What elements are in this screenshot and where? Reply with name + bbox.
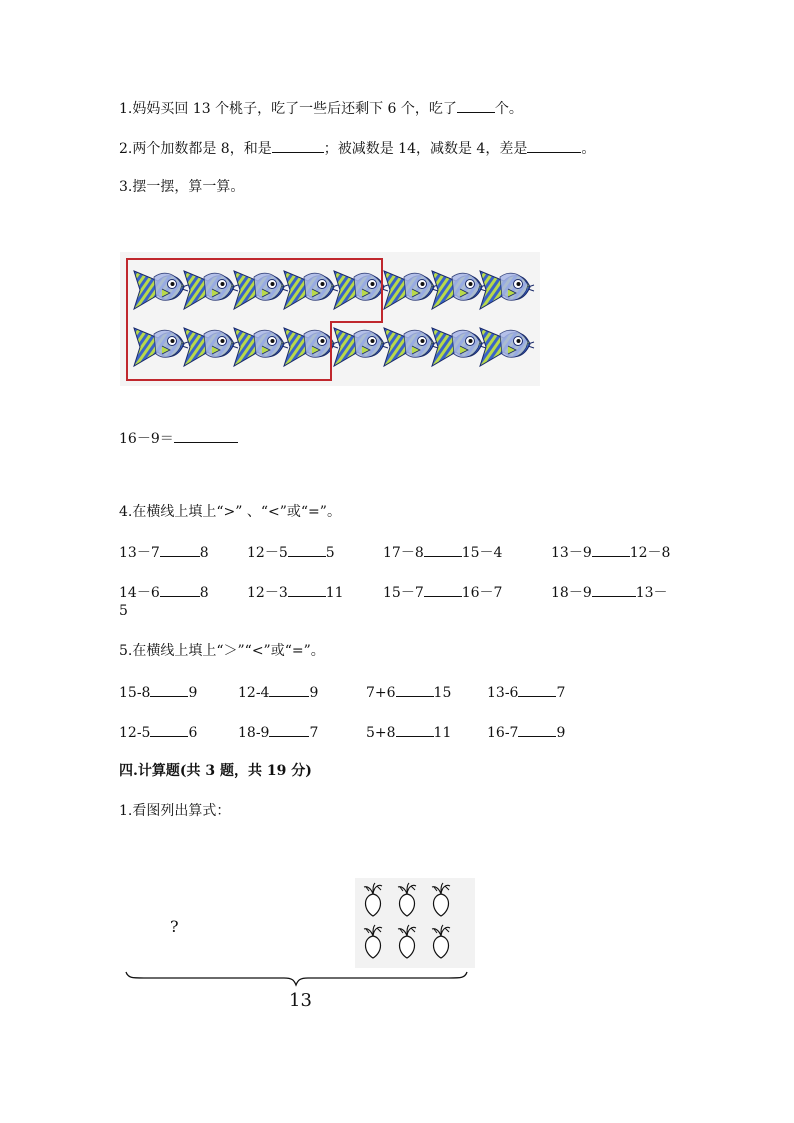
left-expression: 16-7 — [487, 725, 519, 741]
right-expression: 9 — [556, 725, 566, 741]
right-expression: 9 — [309, 685, 319, 701]
answer-blank[interactable] — [592, 542, 630, 557]
fish-picture — [120, 252, 540, 386]
question-2-suffix: 。 — [581, 141, 596, 157]
left-expression: 13-6 — [487, 685, 519, 701]
radish-picture — [355, 878, 475, 968]
right-expression: 13－ — [635, 585, 668, 601]
compare-item — [119, 682, 197, 702]
right-expression: 7 — [309, 725, 319, 741]
equation-text: 16－9＝ — [119, 431, 174, 447]
left-expression: 5+8 — [366, 725, 396, 741]
question-1-text: 1.妈妈买回 13 个桃子，吃了一些后还剩下 6 个，吃了 — [119, 101, 457, 117]
answer-blank[interactable] — [424, 542, 462, 557]
answer-blank[interactable] — [396, 722, 434, 737]
answer-blank[interactable] — [288, 542, 326, 557]
left-expression: 17－8 — [383, 545, 424, 561]
question-4-title: 4.在横线上填上“>” 、“<”或“=”。 — [119, 504, 341, 520]
compare-item — [119, 582, 209, 602]
right-expression: 9 — [188, 685, 198, 701]
question-1 — [119, 98, 523, 118]
question-2 — [119, 138, 595, 158]
right-expression: 11 — [433, 725, 452, 741]
left-expression: 18－9 — [551, 585, 592, 601]
compare-item — [551, 542, 670, 562]
right-expression: 15 — [433, 685, 452, 701]
question-2-middle: ；被减数是 14，减数是 4，差是 — [323, 141, 528, 157]
left-expression: 12-5 — [119, 725, 151, 741]
answer-blank[interactable] — [269, 682, 309, 697]
compare-item — [383, 582, 502, 602]
left-expression: 7+6 — [366, 685, 396, 701]
left-expression: 18-9 — [238, 725, 270, 741]
right-expression: 6 — [188, 725, 198, 741]
compare-item — [366, 682, 451, 702]
compare-item — [247, 542, 335, 562]
answer-blank[interactable] — [424, 582, 462, 597]
answer-blank[interactable] — [150, 722, 188, 737]
left-expression: 15－7 — [383, 585, 424, 601]
answer-blank[interactable] — [174, 428, 238, 443]
compare-item — [366, 722, 451, 742]
right-expression: 12－8 — [629, 545, 671, 561]
compare-item — [487, 682, 565, 702]
compare-item — [247, 582, 344, 602]
section-heading: 四.计算题(共 3 题，共 19 分) — [119, 763, 312, 779]
total-quantity: 13 — [289, 990, 312, 1011]
compare-item — [119, 542, 209, 562]
left-expression: 13－9 — [551, 545, 592, 561]
answer-blank[interactable] — [160, 582, 200, 597]
answer-blank[interactable] — [518, 722, 556, 737]
wrapped-expression: 5 — [119, 603, 128, 619]
answer-blank[interactable] — [518, 682, 556, 697]
answer-blank[interactable] — [288, 582, 326, 597]
compare-item — [383, 542, 502, 562]
compare-item — [551, 582, 668, 602]
answer-blank[interactable] — [527, 138, 581, 153]
answer-blank[interactable] — [396, 682, 434, 697]
brace — [124, 970, 469, 988]
answer-blank[interactable] — [150, 682, 188, 697]
question-1-suffix: 个。 — [494, 101, 523, 117]
compare-item — [119, 722, 197, 742]
unknown-quantity: ? — [170, 917, 179, 936]
right-expression: 8 — [199, 545, 209, 561]
right-expression: 15－4 — [461, 545, 503, 561]
left-expression: 14－6 — [119, 585, 160, 601]
question-2-text: 2.两个加数都是 8，和是 — [119, 141, 272, 157]
answer-blank[interactable] — [592, 582, 636, 597]
compare-item — [238, 722, 318, 742]
right-expression: 11 — [325, 585, 344, 601]
compare-item — [487, 722, 565, 742]
answer-blank[interactable] — [269, 722, 309, 737]
question-3-title: 3.摆一摆，算一算。 — [119, 179, 245, 195]
right-expression: 5 — [325, 545, 335, 561]
answer-blank[interactable] — [160, 542, 200, 557]
left-expression: 13－7 — [119, 545, 160, 561]
right-expression: 16－7 — [461, 585, 503, 601]
answer-blank[interactable] — [457, 98, 495, 113]
answer-blank[interactable] — [272, 138, 324, 153]
left-expression: 12－5 — [247, 545, 288, 561]
compare-item — [238, 682, 318, 702]
question-3-equation — [119, 428, 238, 448]
left-expression: 15-8 — [119, 685, 151, 701]
right-expression: 8 — [199, 585, 209, 601]
right-expression: 7 — [556, 685, 566, 701]
section-4-question-1-title: 1.看图列出算式： — [119, 803, 231, 819]
question-5-title: 5.在横线上填上“＞”“<”或“=”。 — [119, 643, 325, 659]
left-expression: 12－3 — [247, 585, 288, 601]
left-expression: 12-4 — [238, 685, 270, 701]
